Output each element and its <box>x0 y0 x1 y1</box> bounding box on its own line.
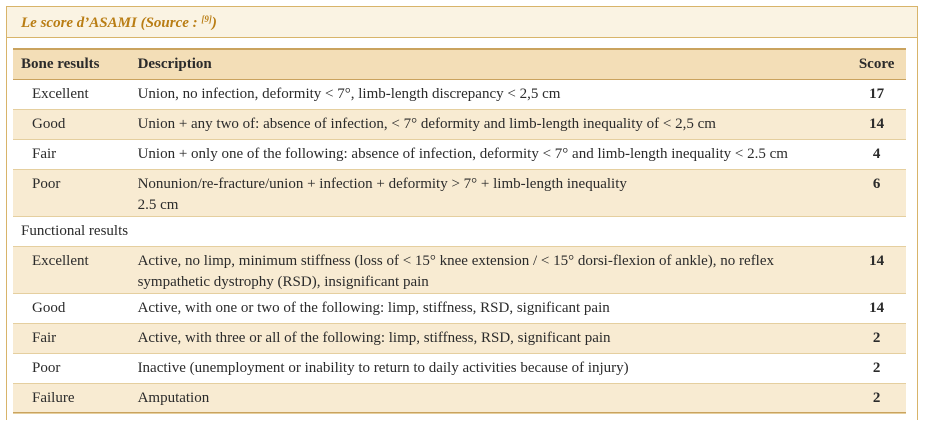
result-cell: Fair <box>13 323 130 353</box>
section-row-functional <box>13 216 906 246</box>
score-cell: 14 <box>847 293 906 323</box>
description-cell: Inactive (unemployment or inability to return to daily activities because of injury) <box>130 353 848 383</box>
score-cell: 2 <box>847 323 906 353</box>
header-description: Description <box>130 49 848 79</box>
score-cell: 6 <box>847 169 906 216</box>
table-row <box>13 169 906 216</box>
score-cell: 2 <box>847 353 906 383</box>
asami-score-table <box>13 48 906 414</box>
description-cell: Active, with one or two of the following: limp, stiffness, RSD, significant pain <box>130 293 848 323</box>
result-cell: Failure <box>13 383 130 413</box>
table-row <box>13 383 906 413</box>
table-row <box>13 353 906 383</box>
score-cell: 17 <box>847 79 906 109</box>
result-cell: Poor <box>13 169 130 216</box>
table-header-row <box>13 49 906 79</box>
result-cell: Excellent <box>13 79 130 109</box>
description-cell: Nonunion/re-fracture/union + infection + deformity > 7° + limb-length inequality 2.5 cm <box>130 169 848 216</box>
score-cell: 4 <box>847 139 906 169</box>
score-cell: 14 <box>847 246 906 293</box>
result-cell: Fair <box>13 139 130 169</box>
description-cell: Union + only one of the following: absence of infection, deformity < 7° and limb-length inequality < 2.5 cm <box>130 139 848 169</box>
header-score: Score <box>847 49 906 79</box>
description-cell: Active, no limp, minimum stiffness (loss of < 15° knee extension / < 15° dorsi-flexion of ankle), no reflex sympathetic dystrophy (RSD), insignificant pain <box>130 246 848 293</box>
table-row <box>13 323 906 353</box>
section-label: Functional results <box>13 216 906 246</box>
header-result: Bone results <box>13 49 130 79</box>
score-cell: 2 <box>847 383 906 413</box>
description-cell: Amputation <box>130 383 848 413</box>
table-row <box>13 79 906 109</box>
table-bottom-rule <box>13 412 906 413</box>
result-cell: Good <box>13 109 130 139</box>
caption-bar <box>6 6 918 38</box>
description-cell: Union + any two of: absence of infection, < 7° deformity and limb-length inequality of < 2,5 cm <box>130 109 848 139</box>
table-row <box>13 109 906 139</box>
table-row <box>13 246 906 293</box>
table-row <box>13 293 906 323</box>
table-caption: Le score d’ASAMI (Source : [9]) <box>21 14 217 31</box>
score-cell: 14 <box>847 109 906 139</box>
result-cell: Poor <box>13 353 130 383</box>
result-cell: Good <box>13 293 130 323</box>
description-cell: Active, with three or all of the following: limp, stiffness, RSD, significant pain <box>130 323 848 353</box>
table-row <box>13 139 906 169</box>
description-cell: Union, no infection, deformity < 7°, limb-length discrepancy < 2,5 cm <box>130 79 848 109</box>
result-cell: Excellent <box>13 246 130 293</box>
